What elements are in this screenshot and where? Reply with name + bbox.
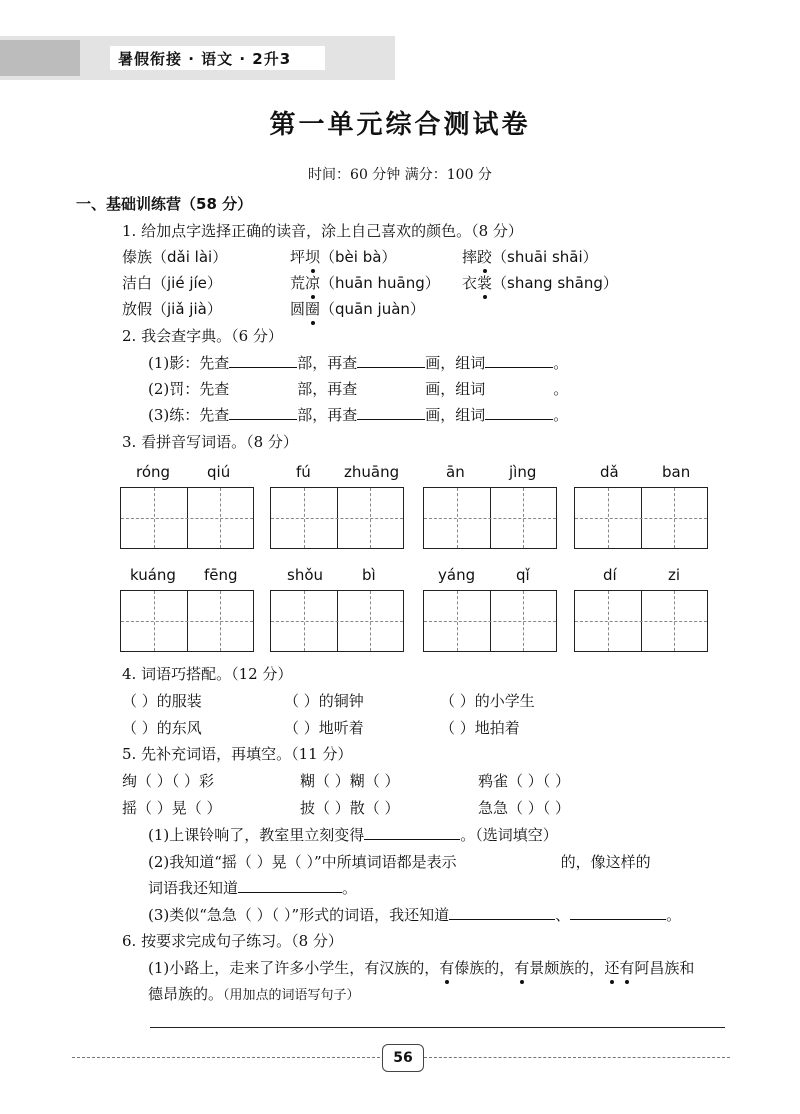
pinyin-label: fú <box>296 463 311 481</box>
q5-sentence-2: (2)我知道“摇（ ）晃（ ）”中所填词语都是表示 的，像这样的 <box>148 853 651 871</box>
q6-sentence: (1)小路上，走来了许多小学生，有汉族的，有傣族的，有景颇族的，还有阿昌族和 <box>148 959 695 977</box>
q1-item: 坪坝（bèi bà） <box>290 248 397 266</box>
q1-item: 衣裳（shang shāng） <box>462 274 618 292</box>
q2-row: (1)影：先查 部，再查 画，组词 。 <box>148 354 569 372</box>
pinyin-label: ban <box>662 463 691 481</box>
q6-prompt: 6. 按要求完成句子练习。（8 分） <box>122 932 343 950</box>
writing-box[interactable] <box>270 487 404 549</box>
q5-item: 摇（ ）晃（ ） <box>122 799 222 817</box>
q5-item: 鸦雀（ ）（ ） <box>478 772 571 790</box>
writing-box[interactable] <box>574 487 708 549</box>
q5-item: 披（ ）散（ ） <box>300 799 400 817</box>
q5-item: 急急（ ）（ ） <box>478 799 571 817</box>
pinyin-label: zi <box>668 566 681 584</box>
footer-rule-right <box>424 1057 730 1058</box>
header-band-dark <box>0 40 80 76</box>
page-title: 第一单元综合测试卷 <box>269 110 531 140</box>
writing-box[interactable] <box>423 487 557 549</box>
q5-item: 糊（ ）糊（ ） <box>300 772 400 790</box>
q1-item: 圆圈（quān juàn） <box>290 300 425 318</box>
q4-item: （ ）地拍着 <box>440 719 520 737</box>
q4-item: （ ）地听着 <box>284 719 364 737</box>
writing-box[interactable] <box>423 590 557 652</box>
writing-box[interactable] <box>270 590 404 652</box>
q2-row: (2)罚：先查 部，再查 画，组词 。 <box>148 380 569 398</box>
q1-item: 洁白（jié jíe） <box>122 274 222 292</box>
q4-item: （ ）的东风 <box>122 719 202 737</box>
q5-sentence-1: (1)上课铃响了，教室里立刻变得 。（选词填空） <box>148 826 558 844</box>
q4-item: （ ）的小学生 <box>440 692 535 710</box>
pinyin-label: bì <box>362 566 376 584</box>
pinyin-label: kuáng <box>130 566 176 584</box>
pinyin-label: dǎ <box>600 463 619 481</box>
pinyin-label: fēng <box>204 566 238 584</box>
page-number: 56 <box>382 1044 424 1072</box>
q1-item: 傣族（dǎi lài） <box>122 248 228 266</box>
pinyin-label: yáng <box>438 566 476 584</box>
pinyin-label: qǐ <box>516 566 530 584</box>
pinyin-label: zhuāng <box>344 463 400 481</box>
section-heading: 一、基础训练营（58 分） <box>76 195 253 213</box>
q2-row: (3)练：先查 部，再查 画，组词 。 <box>148 406 569 424</box>
pinyin-label: qiú <box>207 463 231 481</box>
q5-sentence-3: (3)类似“急急（ ）（ ）”形式的词语，我还知道 、 。 <box>148 906 682 924</box>
writing-box[interactable] <box>120 590 254 652</box>
q5-sentence-2-cont: 词语我还知道 。 <box>148 879 358 897</box>
q6-sentence-cont: 德昂族的。（用加点的词语写句子） <box>148 985 360 1003</box>
q3-prompt: 3. 看拼音写词语。（8 分） <box>122 433 298 451</box>
writing-box[interactable] <box>574 590 708 652</box>
answer-line[interactable] <box>150 1027 725 1028</box>
q5-prompt: 5. 先补充词语，再填空。（11 分） <box>122 745 353 763</box>
q4-item: （ ）的铜钟 <box>284 692 364 710</box>
q2-prompt: 2. 我会查字典。（6 分） <box>122 327 283 345</box>
q4-prompt: 4. 词语巧搭配。（12 分） <box>122 665 293 683</box>
writing-box[interactable] <box>120 487 254 549</box>
q4-item: （ ）的服装 <box>122 692 202 710</box>
header-text: 暑假衔接 · 语文 · 2升3 <box>118 50 292 68</box>
pinyin-label: jìng <box>509 463 537 481</box>
pinyin-label: dí <box>603 566 617 584</box>
q1-prompt: 1. 给加点字选择正确的读音，涂上自己喜欢的颜色。（8 分） <box>122 222 523 240</box>
q1-item: 放假（jiǎ jià） <box>122 300 222 318</box>
footer-rule-left <box>72 1057 380 1058</box>
exam-time-score: 时间：60 分钟 满分：100 分 <box>308 167 492 183</box>
q5-item: 绚（ ）（ ）彩 <box>122 772 215 790</box>
pinyin-label: róng <box>136 463 171 481</box>
pinyin-label: shǒu <box>287 566 324 584</box>
q1-item: 摔跤（shuāi shāi） <box>462 248 598 266</box>
q1-item: 荒凉（huān huāng） <box>290 274 440 292</box>
pinyin-label: ān <box>446 463 465 481</box>
